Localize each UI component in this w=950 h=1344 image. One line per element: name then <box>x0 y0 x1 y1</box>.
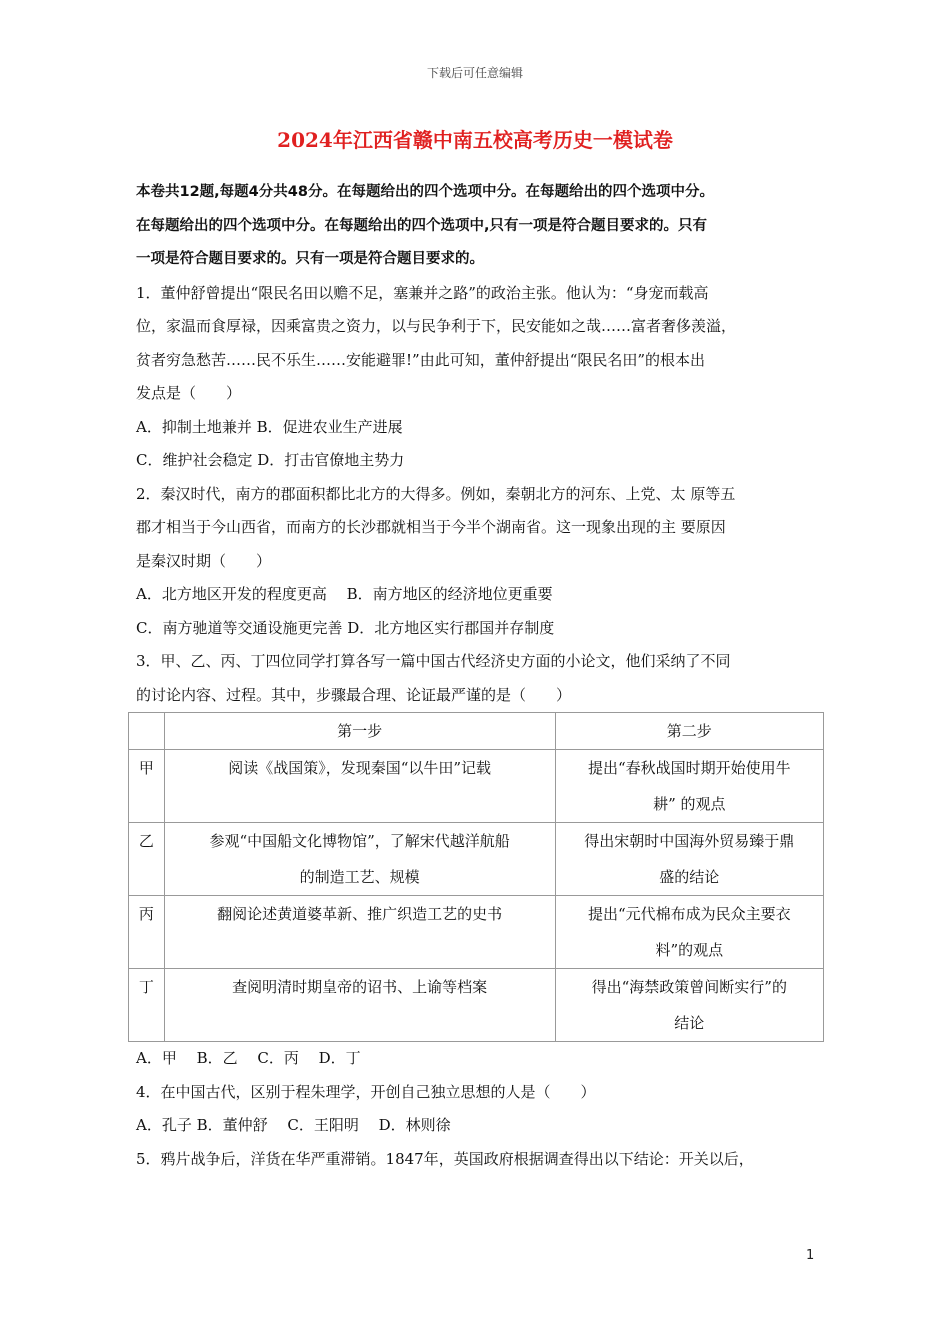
question-1 <box>136 277 824 478</box>
question-4 <box>136 1076 824 1143</box>
table-header-row <box>129 713 824 750</box>
intro-line: 在每题给出的四个选项中分。在每题给出的四个选项中,只有一项是符合题目要求的。只有 <box>136 217 708 234</box>
intro-line: 一项是符合题目要求的。只有一项是符合题目要求的。 <box>136 251 484 267</box>
cell-line: 查阅明清时期皇帝的诏书、上谕等档案 <box>232 978 488 996</box>
instructions <box>136 176 824 277</box>
question-text: 发点是（ ） <box>136 384 242 402</box>
cell-line: 盛的结论 <box>659 868 720 886</box>
cell-line: 结论 <box>674 1014 705 1032</box>
table-header-cell: 第一步 <box>164 713 555 750</box>
exam-title: 2024年江西省赣中南五校高考历史一模试卷 <box>277 128 673 152</box>
cell-line: 得出“海禁政策曾间断实行”的 <box>591 978 787 996</box>
cell-line: 料”的观点 <box>655 941 724 959</box>
cell-line: 耕” 的观点 <box>653 795 726 813</box>
answer-options: A．北方地区开发的程度更高 B．南方地区的经济地位更重要 <box>136 585 553 603</box>
page-header: 下载后可任意编辑 <box>426 66 523 80</box>
step2-cell <box>555 896 823 969</box>
question-text: 1．董仲舒曾提出“限民名田以赡不足，塞兼并之路”的政治主张。他认为：“身宠而载高 <box>136 283 709 302</box>
cell-line: 得出宋朝时中国海外贸易臻于鼎 <box>584 832 795 850</box>
step1-cell <box>164 823 555 896</box>
table-row <box>129 750 824 823</box>
question-text: 是秦汉时期（ ） <box>136 551 272 570</box>
exam-content <box>136 176 824 1176</box>
question-5 <box>136 1143 824 1177</box>
step1-cell <box>164 896 555 969</box>
answer-options: C．南方驰道等交通设施更完善 D．北方地区实行郡国并存制度 <box>136 618 555 637</box>
answer-options: A．抑制土地兼并 B．促进农业生产进展 <box>136 417 403 436</box>
step1-cell <box>164 750 555 823</box>
cell-line: 参观“中国船文化博物馆”，了解宋代越洋航船 <box>209 832 510 850</box>
question-text: 2．秦汉时代，南方的郡面积都比北方的大得多。例如，秦朝北方的河东、上党、太 原等五 <box>136 484 736 503</box>
table-row <box>129 969 824 1042</box>
research-steps-table <box>128 712 824 1042</box>
answer-options: C．维护社会稳定 D．打击官僚地主势力 <box>136 451 405 469</box>
page-number: 1 <box>806 1248 815 1263</box>
cell-line: 翻阅论述黄道婆革新、推广织造工艺的史书 <box>217 905 503 923</box>
question-text: 郡才相当于今山西省，而南方的长沙郡就相当于今半个湖南省。这一现象出现的主 要原因 <box>136 518 726 536</box>
question-text: 5．鸦片战争后，洋货在华严重滞销。1847年，英国政府根据调查得出以下结论：开关以后， <box>136 1149 754 1168</box>
table-header-cell: 第二步 <box>555 713 823 750</box>
step2-cell <box>555 823 823 896</box>
step2-cell <box>555 969 823 1042</box>
question-text: 贫者穷急愁苦……民不乐生……安能避罪!”由此可知，董仲舒提出“限民名田”的根本出 <box>136 350 706 369</box>
table-header-cell <box>129 713 165 750</box>
question-text: 4．在中国古代，区别于程朱理学，开创自己独立思想的人是（ ） <box>136 1082 596 1101</box>
answer-options: A．甲 B．乙 C．丙 D．丁 <box>136 1049 361 1067</box>
cell-line: 提出“春秋战国时期开始使用牛 <box>587 759 791 777</box>
row-label: 乙 <box>129 823 165 896</box>
table-row <box>129 896 824 969</box>
row-label: 丙 <box>129 896 165 969</box>
question-text: 3．甲、乙、丙、丁四位同学打算各写一篇中国古代经济史方面的小论文，他们采纳了不同 <box>136 652 731 670</box>
question-3 <box>136 645 824 1076</box>
question-text: 的讨论内容、过程。其中，步骤最合理、论证最严谨的是（ ） <box>136 685 572 704</box>
step2-cell <box>555 750 823 823</box>
step1-cell <box>164 969 555 1042</box>
question-2 <box>136 478 824 646</box>
cell-line: 的制造工艺、规模 <box>299 868 420 886</box>
row-label: 甲 <box>129 750 165 823</box>
cell-line: 提出“元代棉布成为民众主要衣 <box>587 905 791 923</box>
table-row <box>129 823 824 896</box>
question-text: 位，家温而食厚禄，因乘富贵之资力，以与民争利于下，民安能如之哉……富者奢侈羡溢， <box>136 317 737 335</box>
row-label: 丁 <box>129 969 165 1042</box>
answer-options: A．孔子 B．董仲舒 C．王阳明 D．林则徐 <box>136 1116 451 1134</box>
cell-line: 阅读《战国策》，发现秦国“以牛田”记载 <box>228 759 492 777</box>
intro-line: 本卷共12题,每题4分共48分。在每题给出的四个选项中分。在每题给出的四个选项中分。 <box>136 184 714 200</box>
